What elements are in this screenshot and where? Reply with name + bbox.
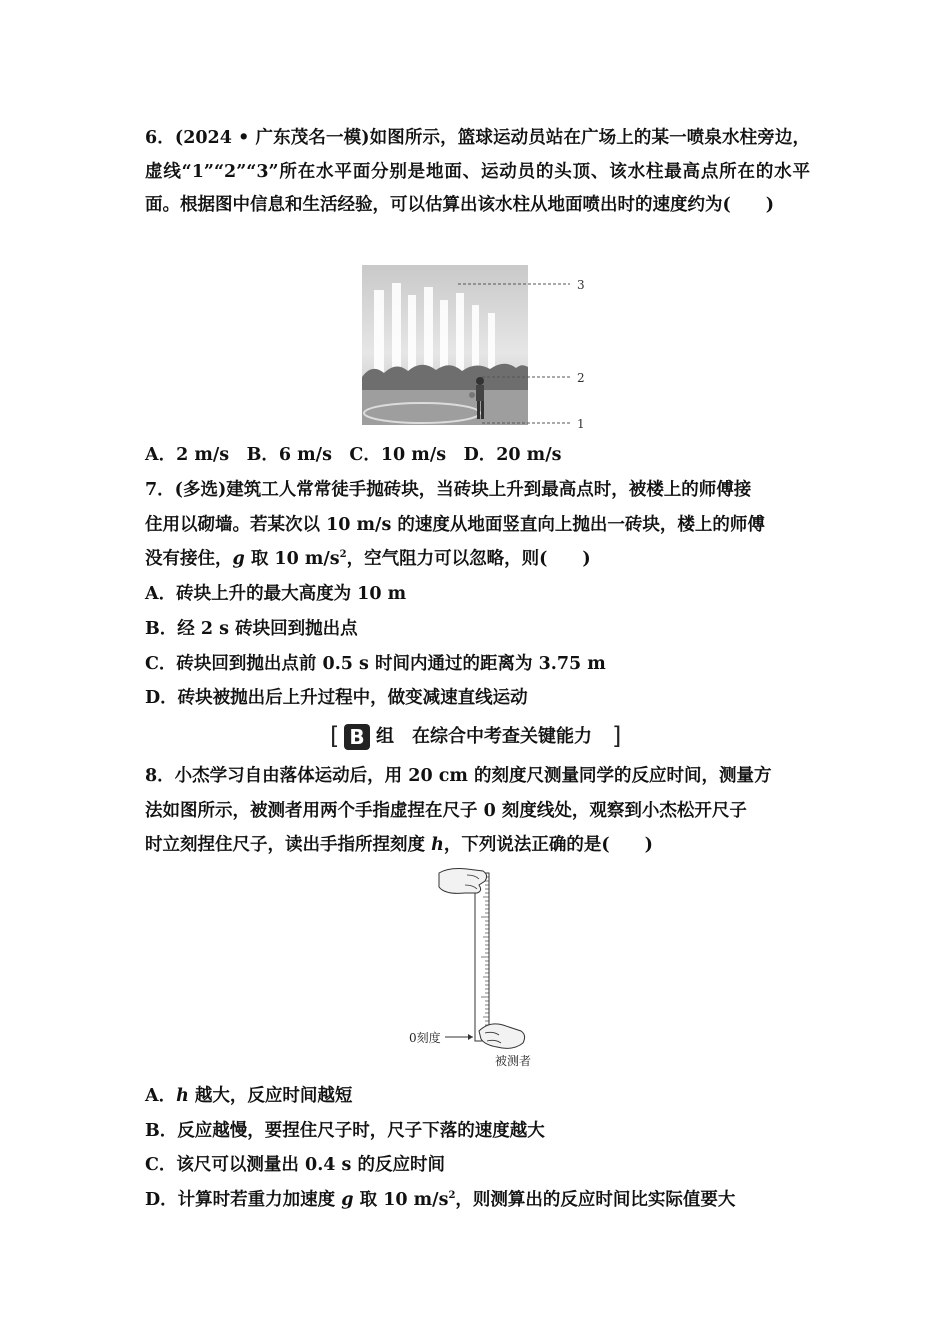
zero-mark-label: 0刻度: [409, 1031, 441, 1045]
level-label-1: 1: [577, 417, 585, 431]
fountain-figure: [362, 265, 602, 433]
plaza-ground: [362, 390, 528, 425]
symbol-g-option: g: [341, 1190, 354, 1210]
question-8-line-2: 法如图所示，被测者用两个手指虚捏在尺子 0 刻度线处，观察到小杰松开尺子: [145, 801, 747, 821]
question-6-options: A．2 m/s B．6 m/s C．10 m/s D．20 m/s: [145, 445, 562, 465]
question-8-option-d: D．计算时若重力加速度 g 取 10 $m/s^2$，则测算出的反应时间比实际值要大: [145, 1190, 736, 1210]
section-b-badge: B: [344, 724, 370, 750]
question-8-line-1: 8．小杰学习自由落体运动后，用 20 cm 的刻度尺测量同学的反应时间，测量方: [145, 766, 772, 786]
symbol-h-option: h: [176, 1086, 189, 1106]
symbol-g: g: [232, 549, 245, 569]
level-label-2: 2: [577, 371, 585, 385]
question-7-line-3: 没有接住，g 取 10 $m/s^2$，空气阻力可以忽略，则( ): [145, 549, 591, 569]
question-7-line-2: 住用以砌墙。若某次以 10 m/s 的速度从地面竖直向上抛出一砖块，楼上的师傅: [145, 515, 765, 535]
section-b-banner: [330, 720, 622, 754]
banner-right-bracket: ]: [612, 722, 622, 750]
question-8-option-b: B．反应越慢，要捏住尺子时，尺子下落的速度越大: [145, 1121, 545, 1141]
question-7-line-1: 7．(多选)建筑工人常常徒手抛砖块，当砖块上升到最高点时，被楼上的师傅接: [145, 480, 752, 500]
tested-person-label: 被测者: [495, 1054, 532, 1068]
question-8-line-3: 时立刻捏住尺子，读出手指所捏刻度 h，下列说法正确的是( ): [145, 835, 653, 855]
bottom-hand: [479, 1024, 525, 1048]
question-7-option-c: C．砖块回到抛出点前 0.5 s 时间内通过的距离为 3.75 m: [145, 654, 606, 674]
top-hand: [439, 869, 487, 894]
question-7-option-d: D．砖块被抛出后上升过程中，做变减速直线运动: [145, 688, 528, 708]
question-8-option-a: A．h 越大，反应时间越短: [145, 1086, 353, 1106]
symbol-h: h: [431, 835, 444, 855]
question-6-text: 6．(2024 • 广东茂名一模)如图所示，篮球运动员站在广场上的某一喷泉水柱旁边，虚线“1”“2”“3”所在水平面分别是地面、运动员的头顶、该水柱最高点所在的水平面。根据图中信息和生活经验，可以估算出该水柱从地面喷出时的速度约为( ): [145, 128, 810, 215]
banner-left-bracket: [: [330, 722, 340, 750]
question-7-option-b: B．经 2 s 砖块回到抛出点: [145, 619, 358, 639]
question-7-option-a: A．砖块上升的最大高度为 10 m: [145, 584, 407, 604]
section-title: 组 在综合中考查关键能力: [376, 726, 592, 747]
level-label-3: 3: [577, 278, 585, 292]
ruler-figure: [405, 865, 565, 1075]
question-8-option-c: C．该尺可以测量出 0.4 s 的反应时间: [145, 1155, 446, 1175]
